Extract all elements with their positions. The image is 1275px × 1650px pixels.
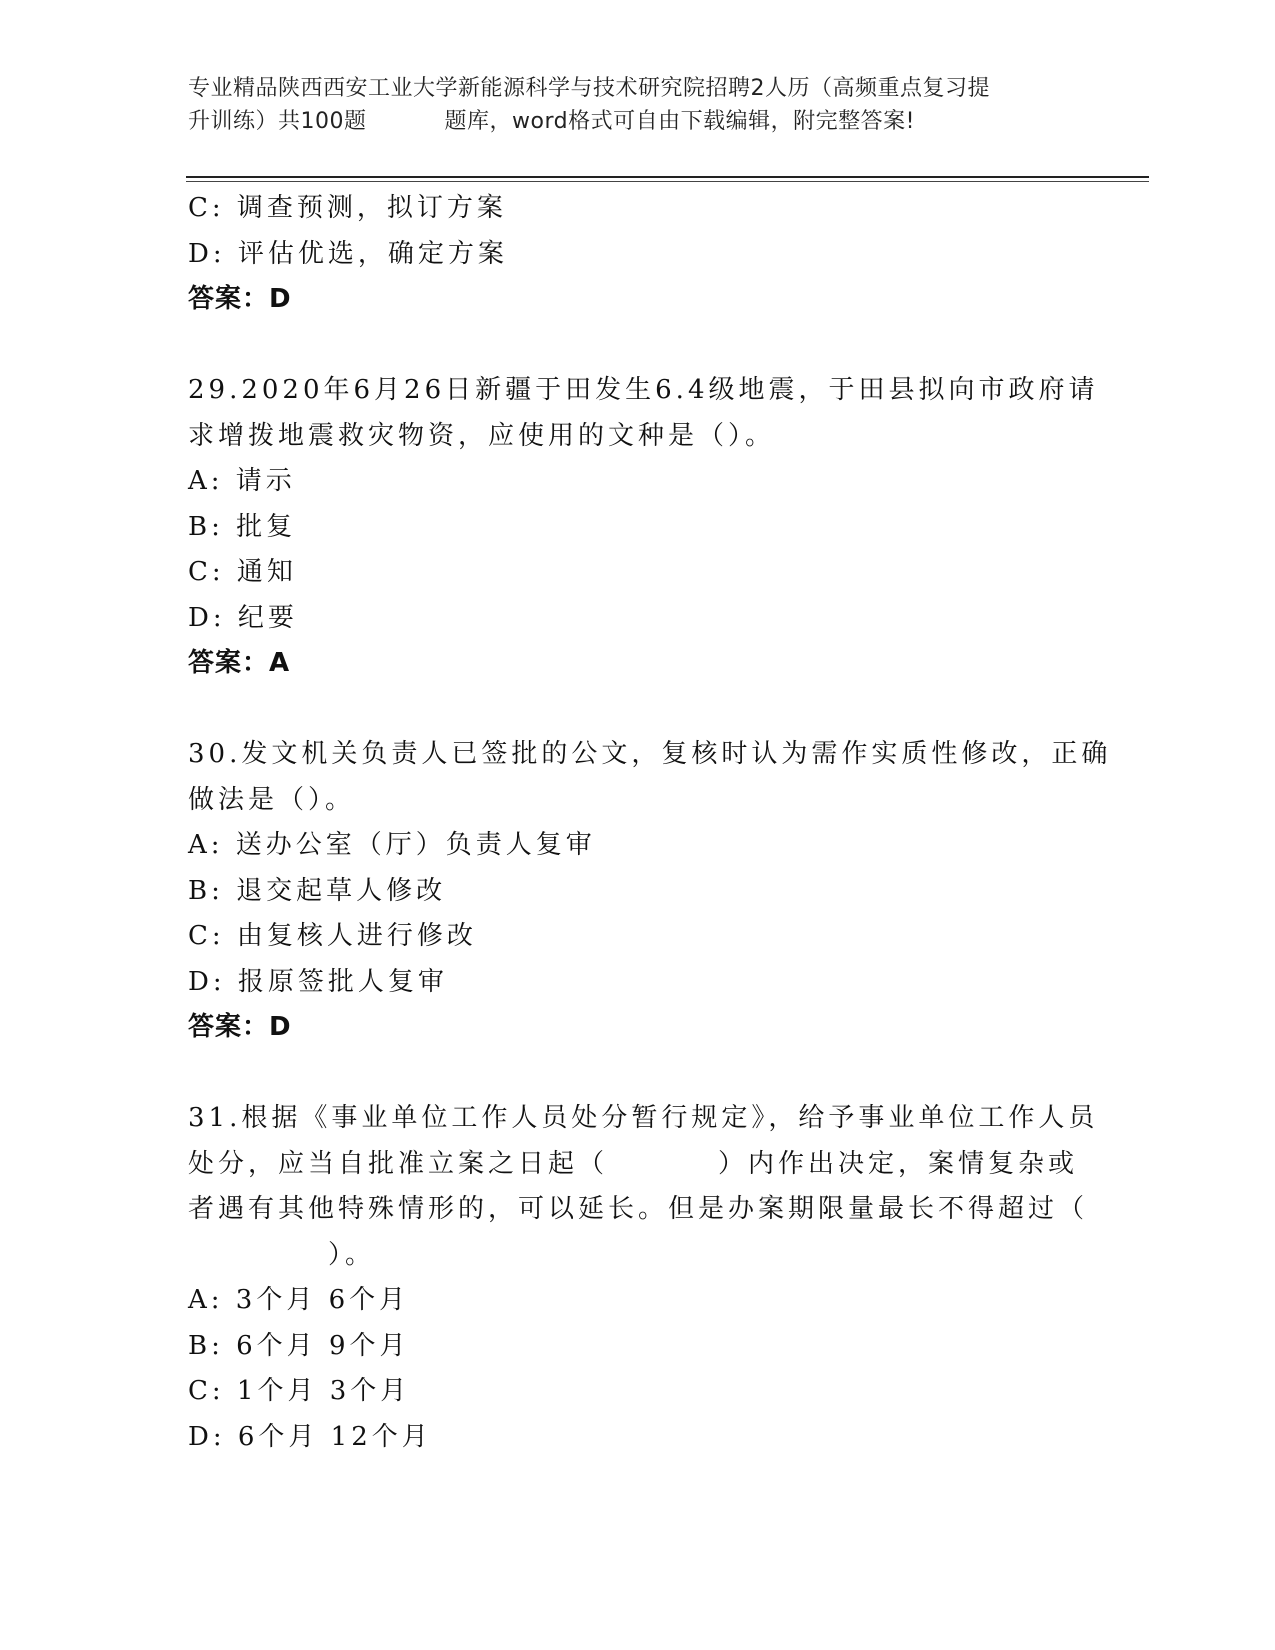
- answer: 答案：D: [188, 284, 292, 314]
- option-c: C: 通知: [188, 557, 297, 587]
- question-31-line-4: [188, 1233, 1088, 1279]
- question-30-line-1: 30.发文机关负责人已签批的公文，复核时认为需作实质性修改，正确: [188, 739, 1112, 769]
- question-content: [188, 186, 1112, 1460]
- option-d: D: 报原签批人复审: [188, 966, 448, 997]
- option-c: C: 由复核人进行修改: [188, 921, 477, 951]
- page-header: [188, 72, 1088, 138]
- header-line-1: 专业精品陕西西安工业大学新能源科学与技术研究院招聘2人历（高频重点复习提: [188, 76, 990, 101]
- header-line-2: [188, 105, 1088, 138]
- question-29-line-2: 求增拨地震救灾物资，应使用的文种是（）。: [188, 420, 776, 451]
- option-b: B: 退交起草人修改: [188, 875, 447, 906]
- question-29-line-1: 29.2020年6月26日新疆于田发生6.4级地震，于田县拟向市政府请: [188, 375, 1099, 405]
- question-31-line-4-text: ）。: [328, 1239, 376, 1270]
- question-31-line-2: [188, 1142, 1088, 1188]
- header-line-2-part-1: 升训练）共100题: [188, 109, 367, 134]
- option-a: A: 送办公室（厅）负责人复审: [188, 830, 596, 860]
- answer: 答案：A: [188, 648, 291, 678]
- option-d: D: 纪要: [188, 602, 298, 633]
- option-d: D: 评估优选，确定方案: [188, 238, 508, 269]
- question-30-line-2: 做法是（）。: [188, 784, 356, 815]
- question-31-line-2b: ）内作出决定，案情复杂或: [718, 1148, 1079, 1179]
- option-c: C: 1个月 3个月: [188, 1376, 411, 1406]
- question-31-line-2a: 处分，应当自批准立案之日起（: [188, 1148, 609, 1179]
- option-c: C: 调查预测，拟订方案: [188, 193, 507, 223]
- option-a: A: 3个月 6个月: [188, 1285, 410, 1315]
- question-31-line-3: 者遇有其他特殊情形的，可以延长。但是办案期限量最长不得超过（: [188, 1194, 1089, 1224]
- answer: 答案：D: [188, 1012, 292, 1042]
- question-31-line-1: 31.根据《事业单位工作人员处分暂行规定》，给予事业单位工作人员: [188, 1103, 1099, 1133]
- header-divider-thin: [186, 181, 1149, 182]
- option-b: B: 批复: [188, 511, 297, 542]
- option-a: A: 请示: [188, 466, 296, 496]
- header-divider: [186, 176, 1149, 178]
- option-b: B: 6个月 9个月: [188, 1330, 410, 1361]
- option-d: D: 6个月 12个月: [188, 1421, 432, 1452]
- header-line-2-part-2: 题库，word格式可自由下载编辑，附完整答案!: [444, 109, 915, 134]
